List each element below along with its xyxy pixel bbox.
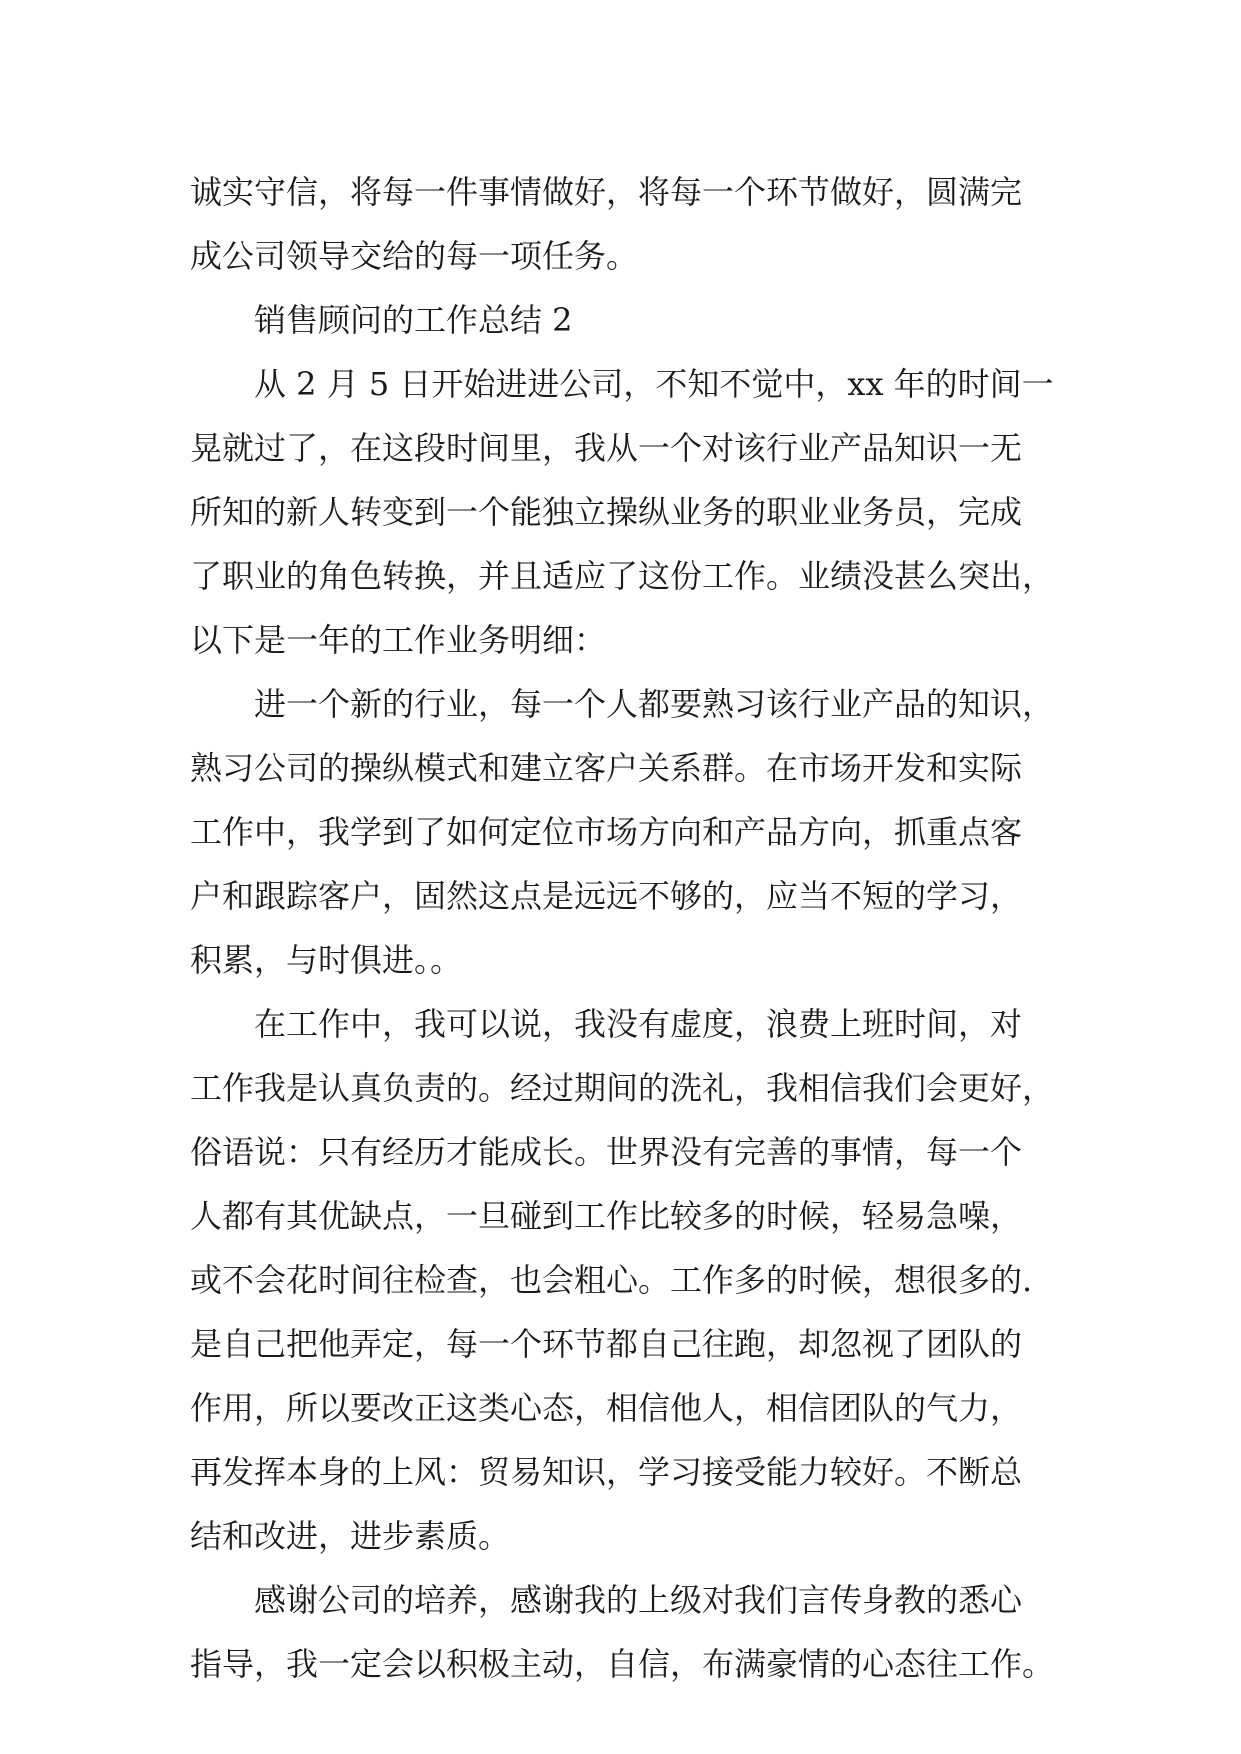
- text-line: 再发挥本身的上风：贸易知识，学习接受能力较好。不断总: [190, 1453, 1023, 1491]
- text-line: 指导，我一定会以积极主动，自信，布满豪情的心态往工作。: [190, 1645, 1055, 1683]
- text-line: 进一个新的行业，每一个人都要熟习该行业产品的知识，: [254, 685, 1055, 723]
- text-line: 了职业的角色转换，并且适应了这份工作。业绩没甚么突出，: [190, 557, 1055, 595]
- text-line: 成公司领导交给的每一项任务。: [190, 237, 639, 275]
- text-line: 工作中，我学到了如何定位市场方向和产品方向，抓重点客: [190, 813, 1023, 851]
- text-line: 是自己把他弄定，每一个环节都自己往跑，却忽视了团队的: [190, 1325, 1023, 1363]
- text-line: 熟习公司的操纵模式和建立客户关系群。在市场开发和实际: [190, 749, 1023, 787]
- text-line: 俗语说：只有经历才能成长。世界没有完善的事情，每一个: [190, 1133, 1023, 1171]
- text-line: 积累，与时俱进。。: [190, 941, 463, 979]
- text-line: 工作我是认真负责的。经过期间的洗礼，我相信我们会更好，: [190, 1069, 1055, 1107]
- text-line: 或不会花时间往检查，也会粗心。工作多的时候，想很多的.: [190, 1261, 1033, 1299]
- text-line: 从 2 月 5 日开始进进公司，不知不觉中，xx 年的时间一: [254, 365, 1054, 403]
- text-line: 感谢公司的培养，感谢我的上级对我们言传身教的悉心: [254, 1581, 1023, 1619]
- text-line: 人都有其优缺点，一旦碰到工作比较多的时候，轻易急噪，: [190, 1197, 1023, 1235]
- text-line: 在工作中，我可以说，我没有虚度，浪费上班时间，对: [254, 1005, 1023, 1043]
- text-line: 诚实守信，将每一件事情做好，将每一个环节做好，圆满完: [190, 173, 1023, 211]
- text-line: 晃就过了，在这段时间里，我从一个对该行业产品知识一无: [190, 429, 1023, 467]
- document-body: [190, 160, 1060, 1696]
- text-line: 户和跟踪客户，固然这点是远远不够的，应当不短的学习，: [190, 877, 1023, 915]
- section-heading: 销售顾问的工作总结 2: [254, 301, 573, 339]
- text-line: 以下是一年的工作业务明细：: [190, 621, 607, 659]
- text-line: 结和改进，进步素质。: [190, 1517, 511, 1555]
- text-line: 作用，所以要改正这类心态，相信他人，相信团队的气力，: [190, 1389, 1023, 1427]
- text-line: 所知的新人转变到一个能独立操纵业务的职业业务员，完成: [190, 493, 1023, 531]
